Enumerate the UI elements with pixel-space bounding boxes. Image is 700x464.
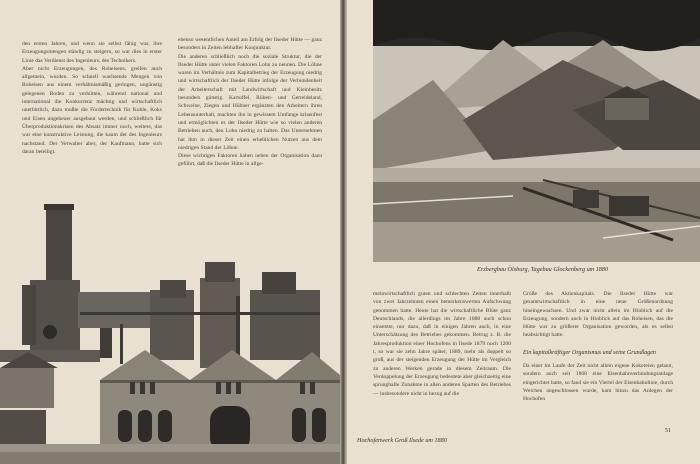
left-text-column-1: den ersten Jahren, und wenn sie selbst fähig war, ihre Erzeugungsmengen ständig zu steigern, so war dies in erster Linie das Verdienst des Ingenieurs, des Technikers. Aber nicht Erzeugungen, des Roheisens, greifen auch allgemein, wurden. So schnell wachsende Mengen von Roheisen aus einem verhältnismäßig geringen, ungünstig gelegenen Boden zu verhütten, während national und international die Konkurrenz mächtig und wirtschaftlich unerbittlich, dazu mußte die Fördertechnik für Kohle, Koks und Eisen ungeheuer ausgebaut werden, und schließlich für Überproduktionskrisen des Absatz immer noch, weitere, das war eine konstruktive Leistung, die kaum der des Ingenieurs nachstand. Der Verwalter aber, der Kaufmann, hatte sich daran beteiligt.	[22, 41, 162, 155]
right-text-column-2: Größe des Aktienkapitals. Die Ilseder Hütte war gesamtwirtschaftlich in eine neue Größenordnung hineingewachsen. Und zwar nicht allein im Hinblick auf die Erzeugung, sondern auch in Hinblick auf das Roheisen, das die Hütte war zu größerer Organisation geworden, als es selbst beabsichtigt hatte.	[523, 291, 673, 339]
plant-photo-caption: Hochofenwerk Groß Ilsede um 1880	[357, 437, 447, 444]
section-subheading: Ein kapitalkräftiger Organismus und seine Grundlagen	[523, 350, 656, 356]
blast-furnace-plant-photo	[0, 200, 340, 464]
right-text-column-1: meinwirtschaftlich guten und schlechten Zeiten innerhalb von zwei Jahrzehnten einen bemerkenswerten Aufschwung genommen hatte. Heute hat die wirtschaftliche Blüte ganz Deutschlands, die allerdings im Jahre 1880 auch schon einsetzte, nur dazu, daß in einigen Jahren auch, in eine Unterschätzung des Betriebes gekommen. Betrug z. B. die Jahresproduktion einer Hochofens in Ilsede 1879 noch 1200 t, so war sie zehn Jahre später, 1889, mehr als doppelt so groß, aus der steigenden Erzeugung der Hütte im Vergleich zu anderen Werken gerade in diesem Zeitraum. Die Verdoppelung der Erzeugung bedeutete aber gleichzeitig eine sprunghafte Zunahme in allen anderen Sparten des Betriebes — insbesondere nicht in bezug auf die	[373, 291, 511, 397]
right-page	[347, 0, 700, 464]
book-gutter	[340, 0, 347, 464]
left-text-column-2: ebenso wesentlichen Anteil am Erfolg der Ilseder Hütte — ganz besonders in Zeiten lebhafter Konjunktur. Die anderen schließlich noch die soziale Struktur, die der Ilseder Hütte unter vielen Faktoren Lohn zu nennen. Die Löhne waren im Verhältnis zum Kapitalbetrieg der Erzeugung niedrig und wirtschaftlich der Ilseder Hütte infolge der Verbundenheit der Arbeiterschaft mit Landwirtschaft und Kleinbesitz besonders günstig. Kartoffel, Rüben- und Getreideland, Schweine, Ziegen und Hühner ergänzten den Arbeitern ihren Lebensunterhalt, machten ihn in gewissem Umfange krisenfest und ermöglichten es der Ilseder Hütte wie so vielen anderen Betrieben auch, den Lohn niedrig zu halten. Das Unternehmen hat ihm in dieser Zeit einen erheblichen Nutzen aus dem niedrigen Stand der Löhne. Diese wichtigen Faktoren haben neben der Organisation dazu geführt, daß die Ilseder Hütte in allge-	[178, 37, 322, 168]
right-text-column-2b: Da einer im Laufe der Zeit nicht allein eigene Kokereien gebaut, sondern auch seit 1868 eine Eisenbahnverbindungsanlage eingerichtet hatte, so fand sie ein Viertel der Eisenbahnlinie, durch Weichen angeschlossen wurde, kam hinzu das Anlegen der Hochofen	[523, 363, 673, 403]
left-page	[0, 0, 340, 464]
quarry-photo	[373, 0, 700, 262]
page-number: 51	[665, 428, 671, 434]
quarry-photo-caption: Erzbergbau Ölsburg, Tagebau Glockenberg um 1880	[477, 266, 609, 273]
